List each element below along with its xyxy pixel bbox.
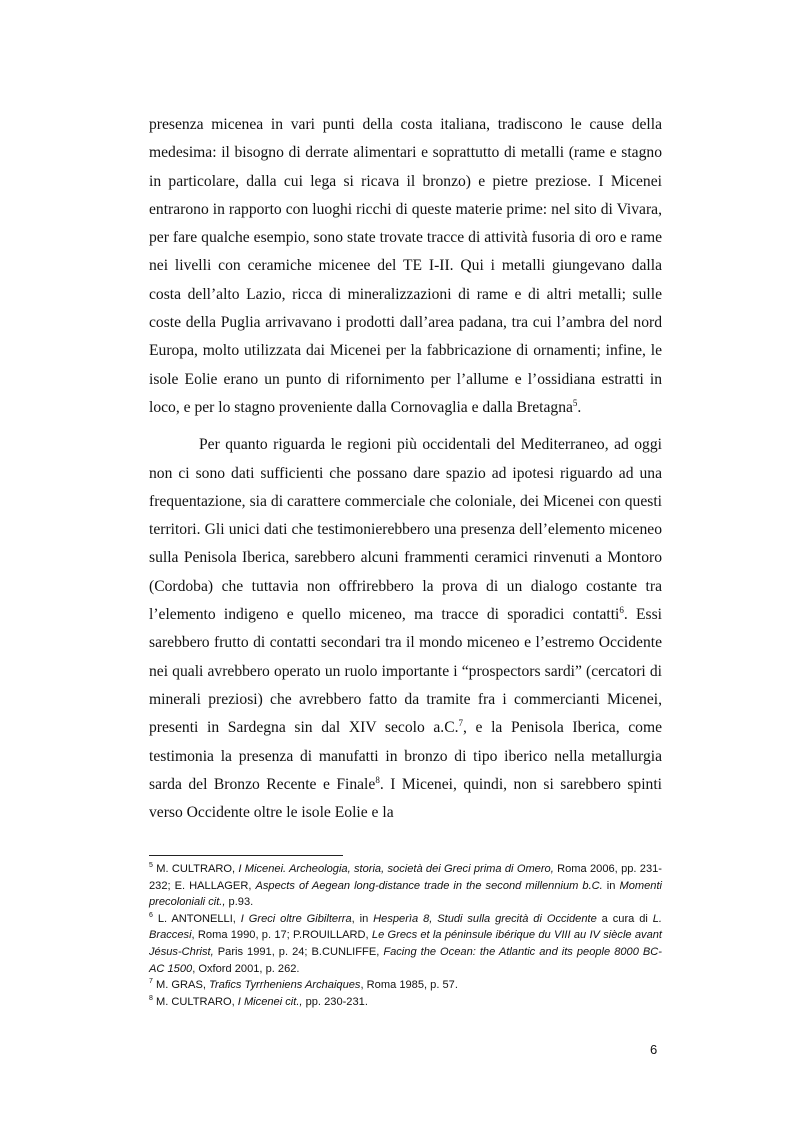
footnote-italic: Hesperìa 8, Studi sulla grecità di Occidente xyxy=(373,912,597,925)
footnote-text: Roma 2006, pp. 231-232; E. HALLAGER, xyxy=(149,863,662,892)
paragraph-1-end: . xyxy=(577,398,582,416)
footnote-number: 7 xyxy=(149,978,153,986)
footnote-text: , in xyxy=(351,912,374,925)
footnotes xyxy=(149,861,662,1010)
footnote-text: pp. 230-231. xyxy=(302,995,368,1008)
footnote-text: a cura di xyxy=(596,912,653,925)
main-text xyxy=(149,111,662,827)
footnote-italic: I Greci oltre Gibilterra xyxy=(240,912,352,925)
paragraph-2 xyxy=(149,431,662,827)
footnote-number: 6 xyxy=(149,911,153,919)
footnote-text: M. CULTRARO, xyxy=(156,863,239,875)
footnote-text: M. GRAS, xyxy=(156,979,210,992)
footnote-italic: L. Braccesi xyxy=(149,912,663,942)
footnote-text: , Oxford 2001, p. 262. xyxy=(192,962,300,975)
footnote-5 xyxy=(149,861,662,911)
footnote-ref-8: 8 xyxy=(375,774,380,785)
footnote-ref-6: 6 xyxy=(619,605,624,616)
footnote-7 xyxy=(149,977,662,994)
paragraph-2-text-b: . Essi sarebbero frutto di contatti secondari tra il mondo miceneo e l’estremo Occidente nei quali avrebbero operato un ruolo importante i “prospectors sardi” (cercatori di minerali preziosi) che avrebbero fatto da tramite fra i commercianti Micenei, presenti in Sardegna sin dal XIV secolo a.C. xyxy=(149,606,662,737)
page-number: 6 xyxy=(650,1042,658,1057)
footnote-number: 8 xyxy=(149,994,153,1002)
footnote-6 xyxy=(149,911,662,977)
footnote-text: , Roma 1990, p. 17; P.ROUILLARD, xyxy=(191,929,372,942)
footnote-italic: I Micenei cit., xyxy=(237,995,303,1008)
footnote-italic: Facing the Ocean: the Atlantic and its people 8000 BC-AC 1500 xyxy=(149,945,662,975)
footnote-italic: Le Grecs et la péninsule ibérique du VIII au IV siècle avant Jésus-Christ, xyxy=(149,929,662,958)
footnote-ref-7: 7 xyxy=(458,718,464,729)
paragraph-2-text-c: , e la Penisola Iberica, come testimonia la presenza di manufatti in bronzo di tipo iberico nella metallurgia sarda del Bronzo Recente e Finale xyxy=(149,719,662,793)
paragraph-2-text-d: . I Micenei, quindi, non si sarebbero spinti verso Occidente oltre le isole Eolie e la xyxy=(149,775,663,822)
footnote-number: 5 xyxy=(149,862,153,869)
footnote-text: L. ANTONELLI, xyxy=(157,912,241,925)
footnote-8 xyxy=(149,994,662,1011)
footnote-ref-5: 5 xyxy=(572,397,578,408)
footnote-separator xyxy=(149,855,343,856)
footnote-italic: Momenti precoloniali cit., xyxy=(149,879,663,909)
paragraph-1 xyxy=(149,111,662,422)
footnote-text: Paris 1991, p. 24; B.CUNLIFFE, xyxy=(213,945,384,958)
footnote-italic: I Micenei. Archeologia, storia, società dei Greci prima di Omero, xyxy=(238,863,554,875)
footnote-text: in xyxy=(602,879,620,892)
footnote-text: p.93. xyxy=(225,896,254,909)
paragraph-2-text-a: Per quanto riguarda le regioni più occidentali del Mediterraneo, ad oggi non ci sono dati sufficienti che possano dare spazio ad ipotesi riguardo ad una frequentazione, sia di carattere commerciale che coloniale, dei Micenei con questi territori. Gli unici dati che testimonierebbero una presenza dell’elemento miceneo sulla Penisola Iberica, sarebbero alcuni frammenti ceramici rinvenuti a Montoro (Cordoba) che tuttavia non offrirebbero la prova di un dialogo costante tra l’elemento indigeno e quello miceneo, ma tracce di sporadici contatti xyxy=(149,436,662,624)
footnote-text: , Roma 1985, p. 57. xyxy=(360,979,458,992)
footnote-italic: Aspects of Aegean long-distance trade in the second millennium b.C. xyxy=(255,879,603,892)
footnote-text: M. CULTRARO, xyxy=(156,995,238,1008)
paragraph-1-text: presenza micenea in vari punti della costa italiana, tradiscono le cause della medesima: il bisogno di derrate alimentari e soprattutto di metalli (rame e stagno in particolare, dalla cui lega si ricava il bronzo) e pietre preziose. I Micenei entrarono in rapporto con luoghi ricchi di queste materie prime: nel sito di Vivara, per fare qualche esempio, sono state trovate tracce di attività fusoria di oro e rame nei livelli con ceramiche micenee del TE I-II. Qui i metalli giungevano dalla costa dell’alto Lazio, ricca di mineralizzazioni di rame e di altri metalli; sulle coste della Puglia arrivavano i prodotti dall’area padana, tra cui l’ambra del nord Europa, molto utilizzata dai Micenei per la fabbricazione di ornamenti; infine, le isole Eolie erano un punto di rifornimento per l’allume e l’ossidiana estratti in loco, e per lo stagno proveniente dalla Cornovaglia e dalla Bretagna xyxy=(149,116,662,416)
footnote-italic: Trafics Tyrrheniens Archaiques xyxy=(209,979,361,992)
